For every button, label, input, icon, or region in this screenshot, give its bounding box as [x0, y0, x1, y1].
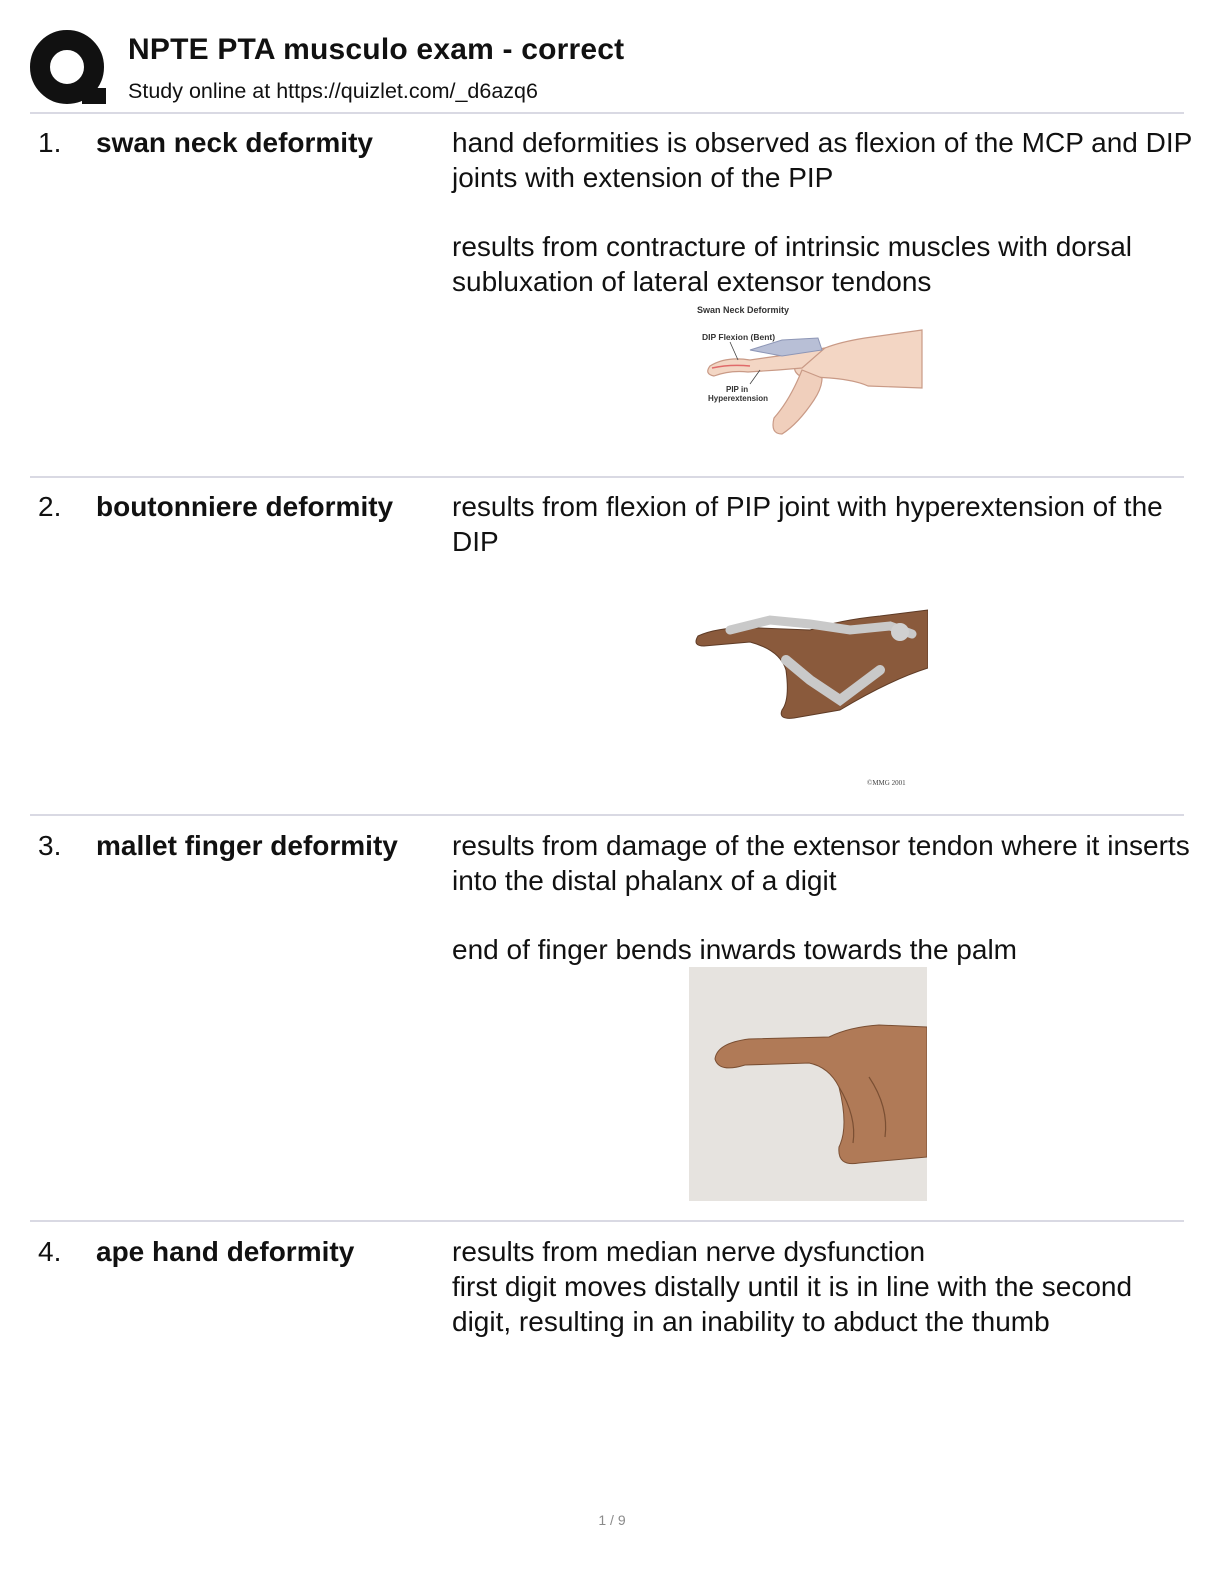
quizlet-logo	[30, 30, 108, 108]
study-link[interactable]: Study online at https://quizlet.com/_d6azq6	[128, 79, 538, 103]
definition-paragraph: results from contracture of intrinsic muscles with dorsal subluxation of lateral extensor tendons	[452, 231, 1132, 297]
card-number: 1.	[38, 127, 62, 158]
card-number: 4.	[38, 1236, 62, 1267]
card-divider	[30, 1220, 1184, 1222]
diagram-label-dip: DIP Flexion (Bent)	[702, 332, 776, 342]
boutonniere-hand-illustration	[690, 560, 928, 792]
definition-paragraph: results from damage of the extensor tendon where it inserts into the distal phalanx of a digit	[452, 830, 1190, 896]
card-definition	[452, 125, 1192, 299]
mallet-finger-photo	[689, 967, 927, 1201]
card-definition	[452, 1234, 1192, 1339]
diagram-title: Swan Neck Deformity	[697, 305, 790, 315]
definition-paragraph: results from flexion of PIP joint with hyperextension of the DIP	[452, 491, 1163, 557]
page-title: NPTE PTA musculo exam - correct	[128, 33, 625, 66]
definition-paragraph: hand deformities is observed as flexion of the MCP and DIP joints with extension of the PIP	[452, 127, 1192, 193]
header-divider	[30, 112, 1184, 114]
image-credit: ©MMG 2001	[867, 779, 906, 787]
card-term: swan neck deformity	[96, 127, 373, 158]
definition-paragraph: results from median nerve dysfunction	[452, 1236, 926, 1267]
card-term: ape hand deformity	[96, 1236, 355, 1267]
definition-paragraph: first digit moves distally until it is in line with the second digit, resulting in an inability to abduct the thumb	[452, 1271, 1133, 1337]
card-definition	[452, 489, 1192, 559]
card-term: boutonniere deformity	[96, 491, 394, 522]
card-divider	[30, 814, 1184, 816]
diagram-label-pip: Hyperextension	[708, 394, 769, 403]
card-term: mallet finger deformity	[96, 830, 398, 861]
card-definition	[452, 828, 1192, 967]
diagram-label-pip: PIP in	[726, 385, 749, 394]
page-number: 1 / 9	[598, 1512, 626, 1528]
swan-neck-diagram	[690, 300, 930, 440]
card-divider	[30, 476, 1184, 478]
definition-paragraph: end of finger bends inwards towards the palm	[452, 934, 1017, 965]
card-number: 2.	[38, 491, 62, 522]
card-number: 3.	[38, 830, 62, 861]
